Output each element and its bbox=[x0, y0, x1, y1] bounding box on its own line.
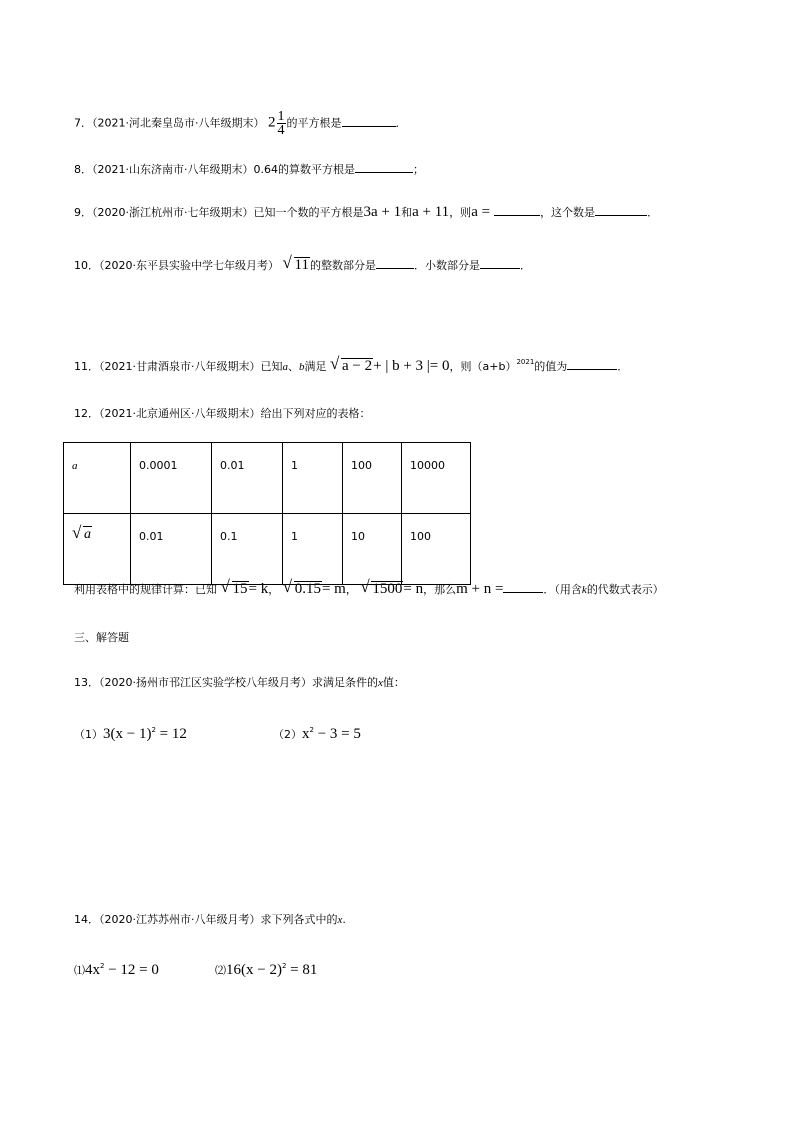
q14-source: （2020·江苏苏州市·八年级月考） bbox=[99, 913, 261, 926]
q13-number: 13． bbox=[74, 676, 99, 689]
q11-abs-expr: + | b + 3 |= 0 bbox=[373, 358, 450, 374]
q13-part-1-expr: 3(x − 1) bbox=[103, 726, 152, 742]
q11-radicand: a − 2 bbox=[342, 358, 373, 374]
q9-text-4: ，这个数是 bbox=[540, 206, 596, 219]
q9-answer-blank-1[interactable] bbox=[494, 205, 540, 216]
question-12-calc bbox=[74, 577, 664, 597]
q10-answer-blank-2[interactable] bbox=[480, 258, 520, 269]
sqrt-icon: √ bbox=[330, 354, 340, 373]
q12b-expr-1: = k bbox=[248, 581, 269, 597]
q12b-text-2: ，那么 bbox=[423, 583, 457, 596]
q7-numerator: 1 bbox=[277, 109, 285, 124]
q10-number: 10． bbox=[74, 259, 99, 272]
q14-part-2 bbox=[215, 963, 317, 978]
q13-end: 值： bbox=[382, 676, 405, 689]
table-cell bbox=[64, 443, 131, 514]
q14-part-1 bbox=[74, 963, 159, 978]
q9-expr-1: 3a + 1 bbox=[363, 204, 402, 220]
table-cell: 100 bbox=[343, 443, 402, 514]
q10-end: ． bbox=[519, 259, 531, 272]
q7-answer-blank[interactable] bbox=[342, 116, 396, 127]
q9-number: 9． bbox=[74, 206, 92, 219]
q12b-radicand-3: 1500 bbox=[372, 581, 403, 597]
q9-expr-2: a + 11 bbox=[412, 204, 450, 220]
q12b-expr-2: = m bbox=[321, 581, 346, 597]
q13-part-2-expr: x bbox=[302, 726, 310, 742]
q10-radical bbox=[282, 253, 310, 273]
table-cell: 1 bbox=[283, 514, 343, 585]
q12b-sep-2: ， bbox=[345, 583, 357, 596]
q12-source: （2021·北京通州区·八年级期末） bbox=[99, 407, 261, 420]
q14-part-1-expr: 4x bbox=[85, 962, 100, 978]
table-cell bbox=[64, 514, 131, 585]
value-table bbox=[63, 442, 471, 585]
q9-source: （2020·浙江杭州市·七年级期末） bbox=[92, 206, 254, 219]
q12b-text-4: 的代数式表示） bbox=[586, 583, 664, 596]
q12b-radical-1 bbox=[220, 577, 249, 597]
question-12 bbox=[74, 408, 371, 419]
q12b-radicand-2: 0.15 bbox=[294, 581, 321, 597]
sqrt-icon: √ bbox=[72, 523, 82, 542]
q10-text-1: 的整数部分是 bbox=[309, 259, 376, 272]
q12b-var-k: k bbox=[581, 584, 587, 596]
q7-denominator: 4 bbox=[277, 123, 285, 138]
table-row bbox=[64, 514, 471, 585]
q12-number: 12． bbox=[74, 407, 99, 420]
q12b-expr-4: m + n = bbox=[456, 581, 504, 597]
section-heading: 三、解答题 bbox=[74, 631, 129, 644]
q11-radical bbox=[330, 354, 373, 374]
table-row bbox=[64, 443, 471, 514]
q14-number: 14． bbox=[74, 913, 99, 926]
q13-part-1 bbox=[74, 727, 187, 742]
q14-text: 求下列各式中的 bbox=[260, 913, 338, 926]
q10-text-2: ．小数部分是 bbox=[413, 259, 480, 272]
q14-part-2-label: ⑵ bbox=[215, 964, 226, 977]
q11-end: ． bbox=[617, 360, 629, 373]
q11-text-2: 、 bbox=[288, 360, 299, 373]
q11-var-a: a bbox=[282, 361, 288, 373]
q12b-radical-2 bbox=[282, 577, 322, 597]
q7-source: （2021·河北秦皇岛市·八年级期末） bbox=[92, 116, 265, 130]
table-header-a: a bbox=[72, 460, 78, 472]
q13-part-2-label: （2） bbox=[273, 728, 302, 741]
table-cell: 0.1 bbox=[212, 514, 283, 585]
q10-radicand: 11 bbox=[294, 257, 309, 273]
q14-part-1-exp: 2 bbox=[100, 962, 105, 970]
q9-text-2: 和 bbox=[401, 206, 413, 219]
q13-part-1-exp: 2 bbox=[151, 726, 156, 734]
q13-var-x: x bbox=[378, 677, 383, 689]
sqrt-icon: √ bbox=[220, 577, 230, 596]
q8-number: 8． bbox=[74, 163, 92, 176]
q14-part-2-rest: = 81 bbox=[286, 962, 318, 978]
q13-part-1-label: （1） bbox=[74, 728, 103, 741]
q12b-text-3: ．（用含 bbox=[543, 583, 582, 596]
q11-exponent: 2021 bbox=[516, 358, 535, 366]
table-sqrt-a bbox=[72, 523, 92, 543]
q7-number: 7． bbox=[74, 116, 92, 130]
sqrt-icon: √ bbox=[282, 253, 292, 272]
table-cell: 0.0001 bbox=[131, 443, 212, 514]
q14-part-1-rest: − 12 = 0 bbox=[104, 962, 159, 978]
table-cell: 1 bbox=[283, 443, 343, 514]
q11-text-5: 的值为 bbox=[534, 360, 568, 373]
q8-source: （2021·山东济南市·八年级期末） bbox=[92, 163, 254, 176]
q7-whole: 2 bbox=[268, 114, 276, 131]
table-cell: 10 bbox=[343, 514, 402, 585]
question-7 bbox=[74, 110, 407, 137]
q11-var-b: b bbox=[299, 361, 305, 373]
q13-part-2 bbox=[273, 727, 361, 742]
q14-part-1-label: ⑴ bbox=[74, 964, 85, 977]
sqrt-icon: √ bbox=[282, 577, 293, 596]
q13-source: （2020·扬州市邗江区实验学校八年级月考） bbox=[99, 676, 312, 689]
q14-end: . bbox=[342, 913, 346, 926]
question-8 bbox=[74, 162, 424, 175]
question-14 bbox=[74, 914, 346, 926]
question-10 bbox=[74, 253, 531, 273]
q13-part-2-exp: 2 bbox=[309, 726, 314, 734]
q7-end: ． bbox=[395, 116, 407, 130]
q9-end: ． bbox=[647, 206, 659, 219]
sqrt-icon: √ bbox=[360, 577, 370, 596]
q7-fraction bbox=[277, 110, 286, 137]
q11-text-1: 已知 bbox=[260, 360, 283, 373]
q8-answer-blank[interactable] bbox=[355, 162, 413, 173]
q12b-expr-3: = n bbox=[403, 581, 424, 597]
q9-expr-3: a = bbox=[471, 204, 491, 220]
q13-part-1-rest: = 12 bbox=[155, 726, 187, 742]
q12-text: 给出下列对应的表格： bbox=[260, 407, 371, 420]
question-13 bbox=[74, 677, 405, 689]
q12b-answer-blank[interactable] bbox=[503, 582, 543, 593]
q8-text: 0.64的算数平方根是 bbox=[253, 163, 355, 176]
q12b-text-1: 利用表格中的规律计算：已知 bbox=[74, 583, 217, 596]
q10-answer-blank-1[interactable] bbox=[376, 258, 414, 269]
table-cell: 0.01 bbox=[212, 443, 283, 514]
q12b-sep-1: ， bbox=[268, 583, 280, 596]
q11-answer-blank[interactable] bbox=[567, 359, 617, 370]
q13-text: 求满足条件的 bbox=[312, 676, 378, 689]
q7-text: 的平方根是 bbox=[286, 116, 342, 130]
q14-part-2-exp: 2 bbox=[281, 962, 287, 970]
q11-number: 11． bbox=[74, 360, 99, 373]
table-cell: 100 bbox=[402, 514, 471, 585]
question-9 bbox=[74, 205, 658, 220]
q11-source: （2021·甘肃酒泉市·八年级期末） bbox=[99, 360, 261, 373]
q14-part-2-expr: 16(x − 2) bbox=[226, 962, 282, 978]
q9-text-3: ，则 bbox=[449, 206, 472, 219]
q11-text-4: ，则（a+b） bbox=[449, 360, 517, 373]
table-cell: 0.01 bbox=[131, 514, 212, 585]
q8-end: ； bbox=[413, 163, 424, 176]
question-11 bbox=[74, 354, 629, 374]
q13-part-2-rest: − 3 = 5 bbox=[313, 726, 361, 742]
q11-text-3: 满足 bbox=[304, 360, 327, 373]
table-radicand: a bbox=[84, 527, 91, 542]
q9-answer-blank-2[interactable] bbox=[595, 205, 647, 216]
q14-var-x: x bbox=[337, 914, 343, 926]
q12b-radical-3 bbox=[360, 577, 403, 597]
q9-text-1: 已知一个数的平方根是 bbox=[253, 206, 364, 219]
q12b-radicand-1: 15 bbox=[232, 581, 248, 597]
table-cell: 10000 bbox=[402, 443, 471, 514]
q10-source: （2020·东平县实验中学七年级月考） bbox=[99, 259, 279, 272]
